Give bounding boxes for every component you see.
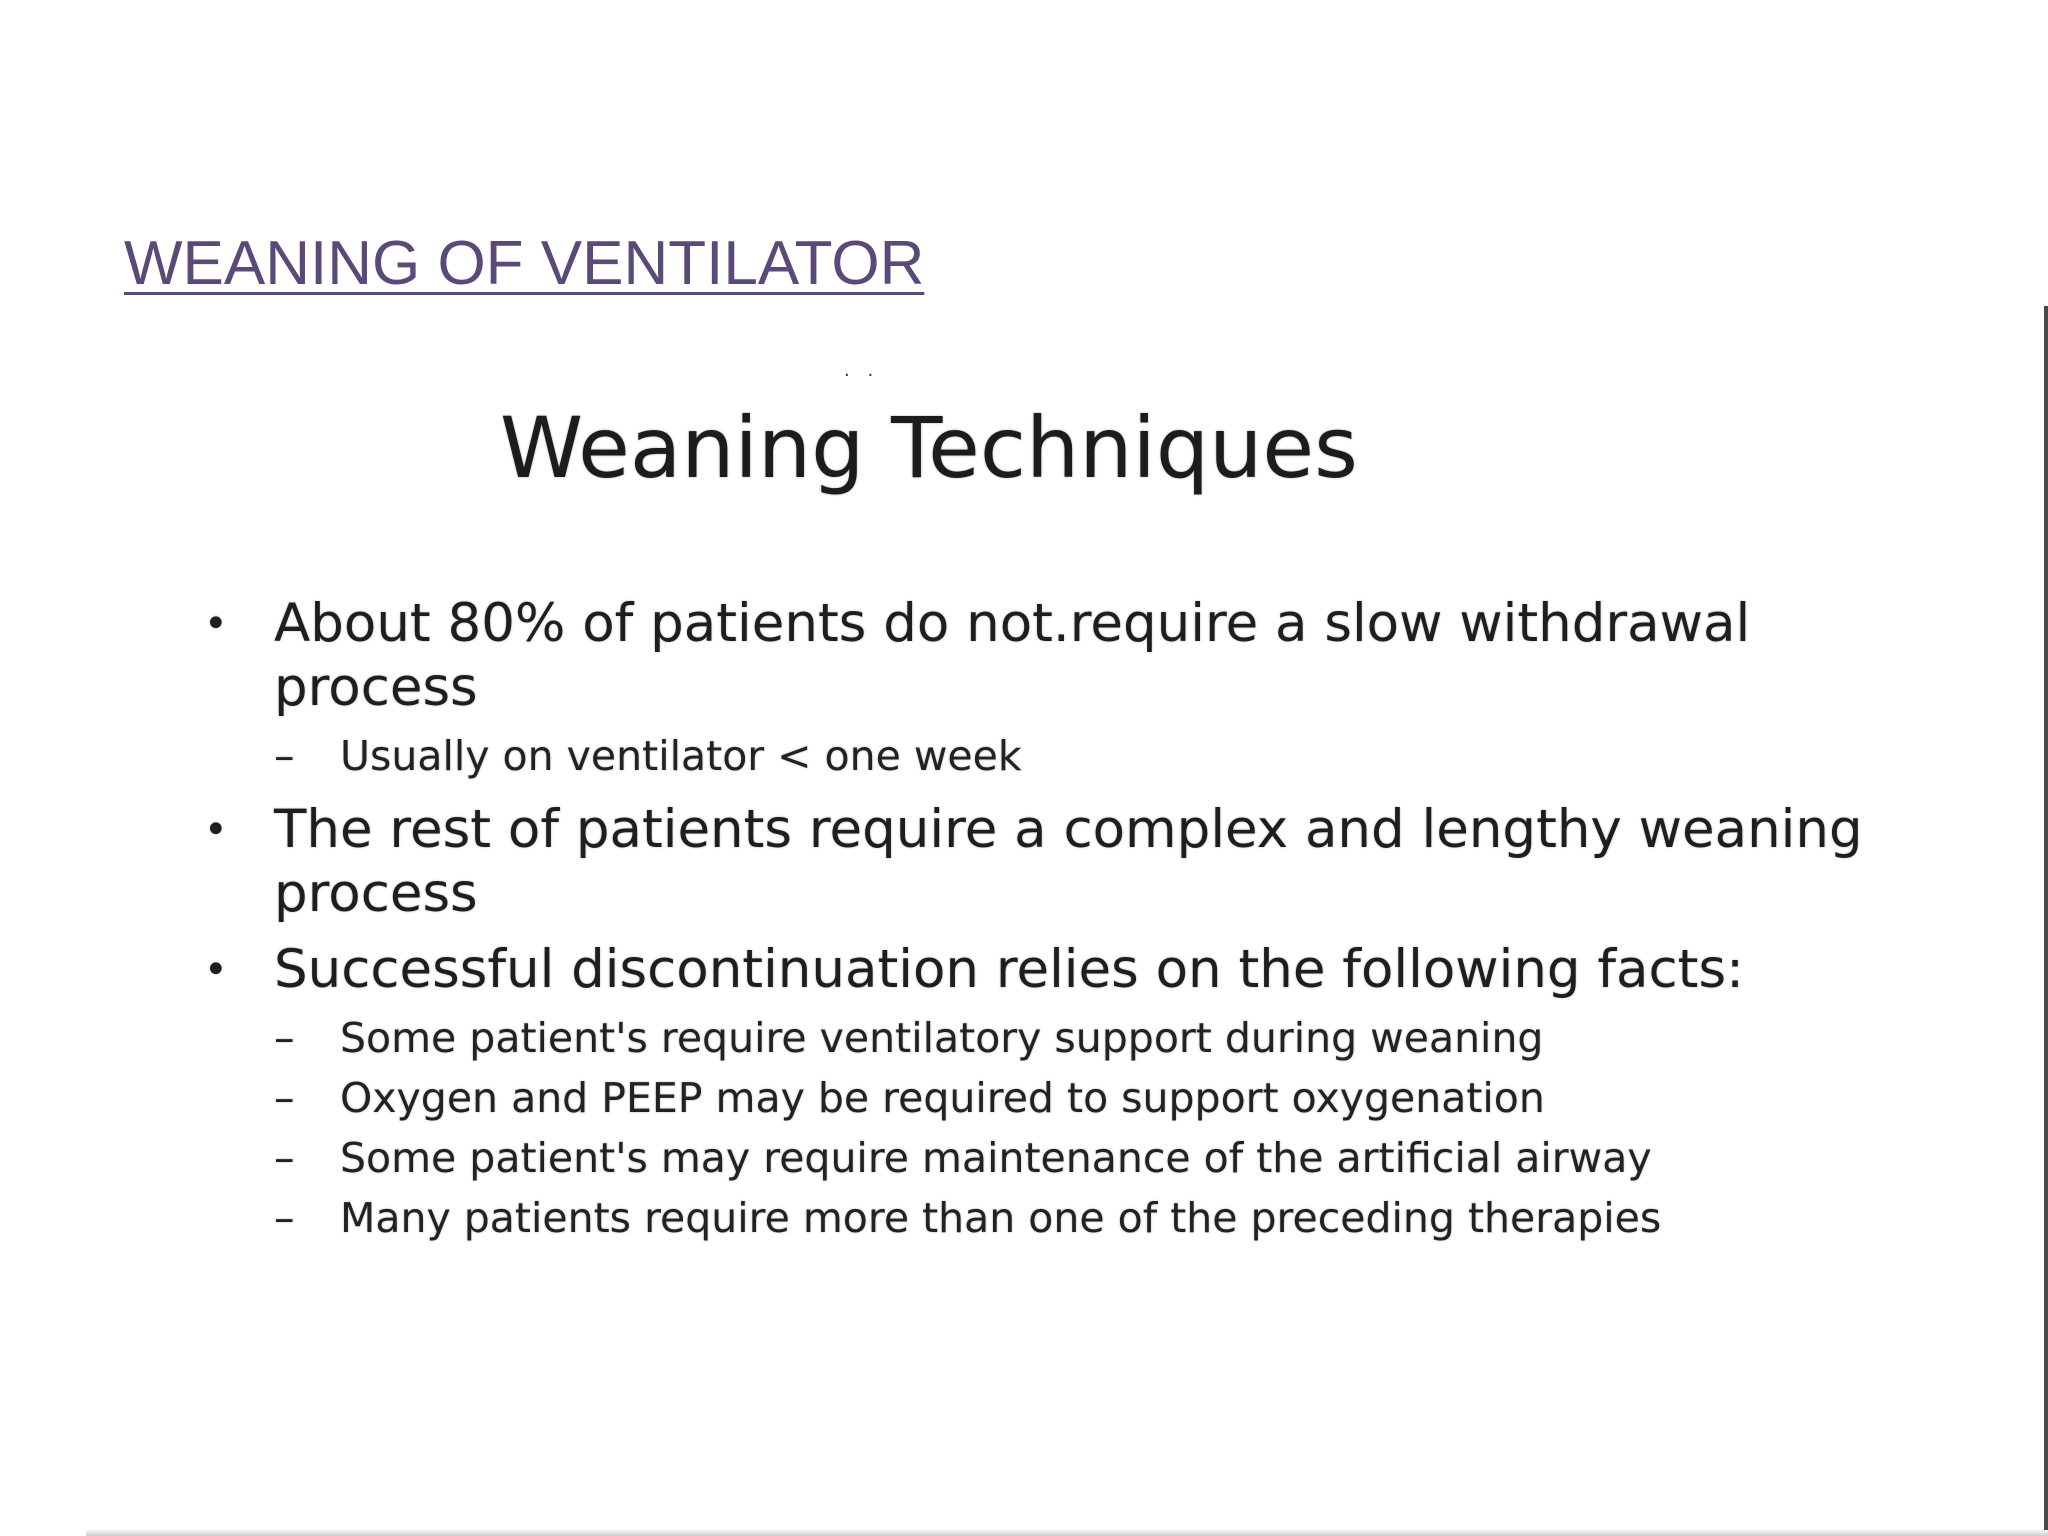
sub-item (274, 726, 1896, 786)
sub-item (274, 1188, 1896, 1248)
bullet-item (196, 592, 1896, 786)
bullet-item (196, 798, 1896, 926)
slide-title: WEANING OF VENTILATOR (124, 229, 925, 298)
sub-marker: – (274, 1074, 295, 1122)
sub-item-text: Oxygen and PEEP may be required to support oxygenation (340, 1074, 1545, 1122)
sub-item-text: Some patient's require ventilatory support during weaning (340, 1014, 1544, 1062)
sub-item (274, 1128, 1896, 1188)
sub-item (274, 1008, 1896, 1068)
bullet-marker: • (204, 947, 228, 993)
artifact-dots: . . (844, 360, 880, 381)
bullet-marker: • (204, 601, 228, 647)
sub-marker: – (274, 1194, 295, 1242)
bullet-text: About 80% of patients do not.require a slow withdrawal process (274, 593, 1751, 718)
sub-list (274, 1008, 1896, 1248)
image-heading: Weaning Techniques (500, 399, 1358, 497)
bullet-item (196, 938, 1896, 1248)
bullet-text: The rest of patients require a complex and lengthy weaning process (274, 799, 1863, 924)
bullet-marker: • (204, 807, 228, 853)
bullet-list (196, 592, 1896, 1260)
sub-marker: – (274, 1014, 295, 1062)
sub-item-text: Some patient's may require maintenance of the artificial airway (340, 1134, 1652, 1182)
sub-marker: – (274, 732, 295, 780)
sub-item-text: Many patients require more than one of the preceding therapies (340, 1194, 1662, 1242)
sub-item-text: Usually on ventilator < one week (340, 732, 1022, 780)
sub-item (274, 1068, 1896, 1128)
sub-list (274, 726, 1896, 786)
image-border-bottom (86, 1530, 2048, 1536)
bullet-text: Successful discontinuation relies on the following facts: (274, 939, 1744, 1000)
sub-marker: – (274, 1134, 295, 1182)
image-border-right (2044, 306, 2048, 1536)
